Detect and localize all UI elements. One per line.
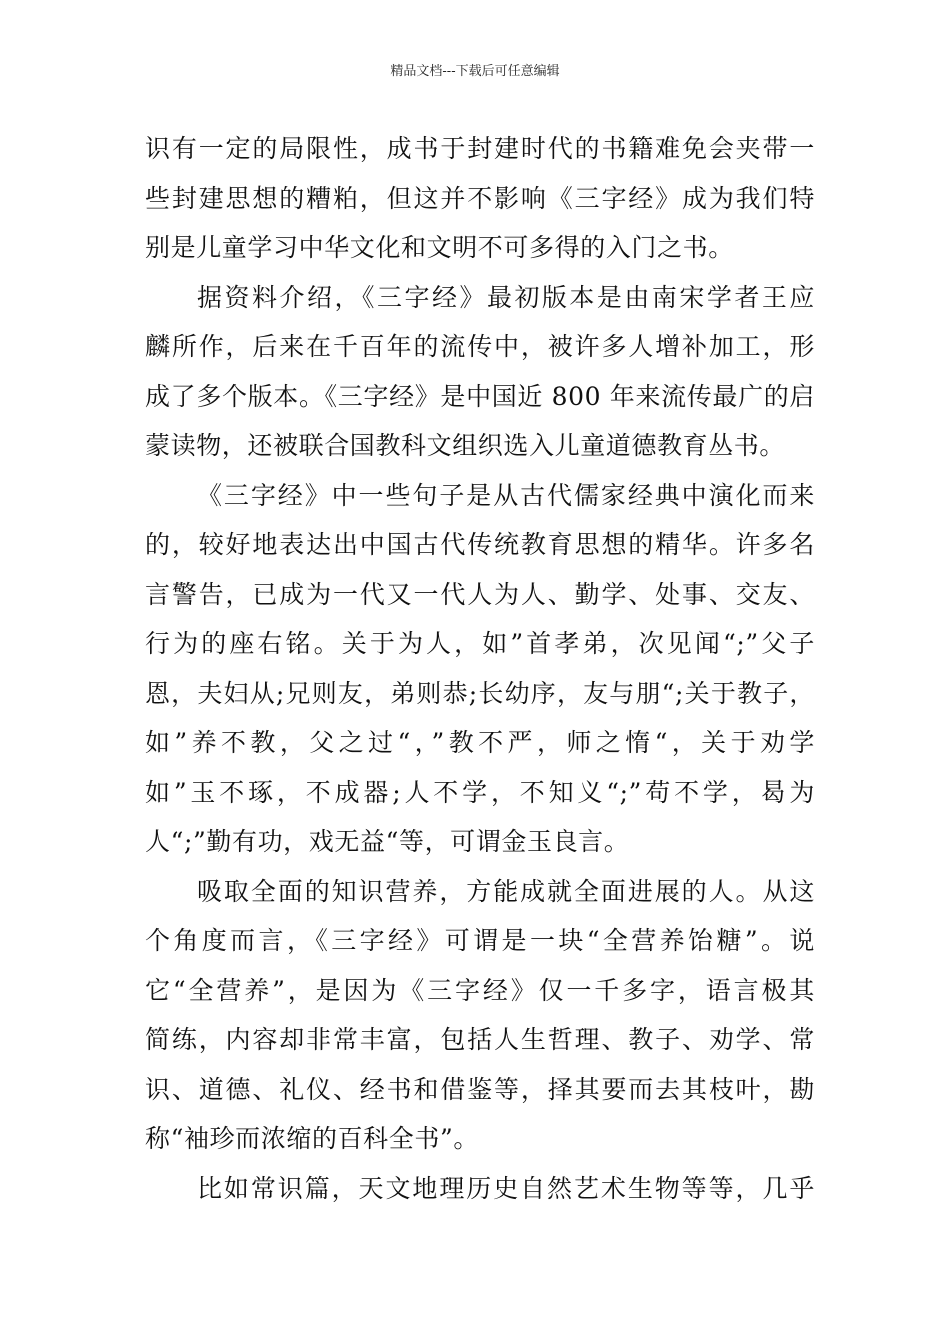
text-line: 行为的座右铭。关于为人，如”首孝弟，次见闻“;”父子 bbox=[145, 629, 815, 658]
text-line: 识、道德、礼仪、经书和借鉴等，择其要而去其枝叶，勘 bbox=[145, 1074, 815, 1104]
text-line: 麟所作，后来在千百年的流传中，被许多人增补加工，形 bbox=[145, 332, 815, 361]
text-line: 识有一定的局限性，成书于封建时代的书籍难免会夹带一 bbox=[145, 134, 815, 163]
text-line: 如”养不教，父之过“，”教不严，师之惰“，关于劝学 bbox=[145, 728, 815, 757]
text-line: 恩，夫妇从;兄则友，弟则恭;长幼序，友与朋“;关于教子， bbox=[145, 678, 815, 708]
paragraph bbox=[145, 273, 815, 471]
text-line: 《三字经》中一些句子是从古代儒家经典中演化而来 bbox=[197, 480, 815, 510]
text-line: 称“袖珍而浓缩的百科全书”。 bbox=[145, 1124, 479, 1153]
text-line: 人“;”勤有功，戏无益“等，可谓金玉良言。 bbox=[145, 827, 630, 856]
text-line: 成了多个版本。《三字经》是中国近 800 年来流传最广的启 bbox=[145, 381, 815, 411]
paragraph bbox=[145, 1164, 815, 1214]
text-line: 简练，内容却非常丰富，包括人生哲理、教子、劝学、常 bbox=[145, 1025, 815, 1054]
document-body bbox=[145, 124, 815, 1213]
paragraph bbox=[145, 471, 815, 867]
text-line: 吸取全面的知识营养，方能成就全面进展的人。从这 bbox=[197, 876, 815, 906]
text-line: 些封建思想的糟粕，但这并不影响《三字经》成为我们特 bbox=[145, 183, 815, 213]
text-line: 个角度而言，《三字经》可谓是一块“全营养饴糖”。说 bbox=[145, 926, 815, 955]
text-line: 据资料介绍，《三字经》最初版本是由南宋学者王应 bbox=[197, 282, 815, 312]
text-line: 它“全营养”，是因为《三字经》仅一千多字，语言极其 bbox=[145, 975, 815, 1005]
text-line: 比如常识篇，天文地理历史自然艺术生物等等，几乎 bbox=[197, 1173, 815, 1203]
paragraph bbox=[145, 867, 815, 1164]
text-line: 言警告，已成为一代又一代人为人、勤学、处事、交友、 bbox=[145, 579, 815, 609]
page-header: 精品文档---下载后可任意编辑 bbox=[390, 64, 560, 79]
text-line: 蒙读物，还被联合国教科文组织选入儿童道德教育丛书。 bbox=[145, 431, 786, 460]
text-line: 如”玉不琢，不成器;人不学，不知义“;”苟不学，曷为 bbox=[145, 777, 815, 807]
text-line: 别是儿童学习中华文化和文明不可多得的入门之书。 bbox=[145, 233, 734, 262]
text-line: 的，较好地表达出中国古代传统教育思想的精华。许多名 bbox=[145, 530, 815, 559]
paragraph bbox=[145, 124, 815, 273]
